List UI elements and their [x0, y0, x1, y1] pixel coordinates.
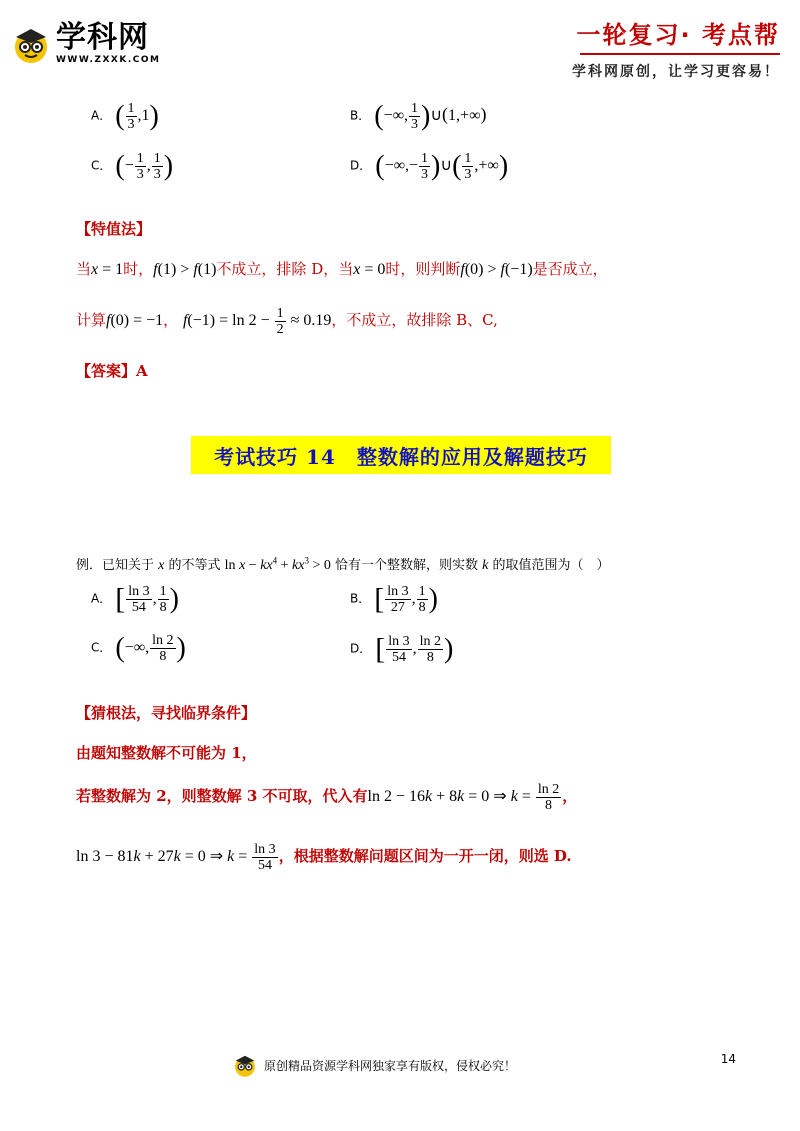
option-b-math: (−∞, $\frac{1}{3}$ )∪(1,+∞) [374, 100, 487, 132]
header-right [572, 20, 780, 81]
example-option-d: D． [ $\frac{\ln 3}{54}$ , $\frac{\ln 2}{8}$ ) [350, 632, 454, 665]
solution1-line1: 当x = 1时，f(1) > f(1)不成立，排除 D，当x = 0时，则判断f(0) > f(−1)是否成立， [76, 260, 608, 278]
method-label-special-value: 【特值法】 [76, 220, 152, 238]
example-option-c: C． (−∞, $\frac{\ln 2}{8}$ ) [91, 632, 186, 664]
section-title: 考试技巧 14 整数解的应用及解题技巧 [191, 436, 611, 474]
header-tagline: 一轮复习· 考点帮 [576, 21, 780, 49]
header-subtitle: 学科网原创，让学习更容易！ [572, 64, 780, 80]
answer-1: 【答案】A [76, 362, 148, 380]
logo-url: WWW.ZXXK.COM [56, 55, 161, 65]
mascot-face-icon [232, 1052, 258, 1078]
page-number: 14 [720, 1052, 736, 1066]
option-c: C． (− $\frac{1}{3}$ , $\frac{1}{3}$ ) [91, 150, 174, 182]
solution1-line2: 计算f(0) = −1， f(−1) = ln 2 − $\frac{1}{2}$ ≈ 0.19，不成立，故排除 B、C, [76, 306, 498, 337]
solution2-line1: 由题知整数解不可能为 1， [76, 744, 257, 762]
header-divider [580, 53, 780, 55]
option-d-math: (−∞,− $\frac{1}{3}$ )∪( $\frac{1}{3}$ ,+∞) [375, 150, 509, 182]
option-a: A． ( $\frac{1}{3}$ ,1) [91, 100, 159, 132]
method-label-guess-root: 【猜根法，寻找临界条件】 [76, 704, 257, 722]
logo-title: 学科网 [56, 20, 149, 55]
option-d: D． (−∞,− $\frac{1}{3}$ )∪( $\frac{1}{3}$ ,+∞) [350, 150, 509, 182]
example-question: 例．已知关于 x 的不等式 $\ln x - kx^4 + kx^3 > 0$ 恰有一个整数解，则实数 k 的取值范围为（ ） [76, 555, 610, 573]
example-option-b: B． [ $\frac{\ln 3}{27}$ , $\frac{1}{8}$ ) [350, 582, 438, 615]
option-c-math: (− $\frac{1}{3}$ , $\frac{1}{3}$ ) [115, 150, 174, 182]
mascot-face-icon [10, 23, 52, 65]
example-option-a: A． [ $\frac{\ln 3}{54}$ , $\frac{1}{8}$ ) [91, 582, 179, 615]
option-b: B． (−∞, $\frac{1}{3}$ )∪(1,+∞) [350, 100, 487, 132]
footer [232, 1052, 516, 1078]
solution2-line3: ln 3 − 81k + 27k = 0 ⇒ k = $\frac{\ln 3}{54}$ ，根据整数解问题区间为一开一闭，则选 D. [76, 842, 572, 873]
option-a-math: ( $\frac{1}{3}$ ,1) [115, 100, 159, 132]
solution2-line2: 若整数解为 2，则整数解 3 不可取，代入有ln 2 − 16k + 8k = 0 ⇒ k = $\frac{\ln 2}{8}$ ， [76, 782, 578, 813]
site-logo [10, 22, 160, 65]
footer-text: 原创精品资源学科网独家享有版权，侵权必究！ [264, 1058, 517, 1073]
